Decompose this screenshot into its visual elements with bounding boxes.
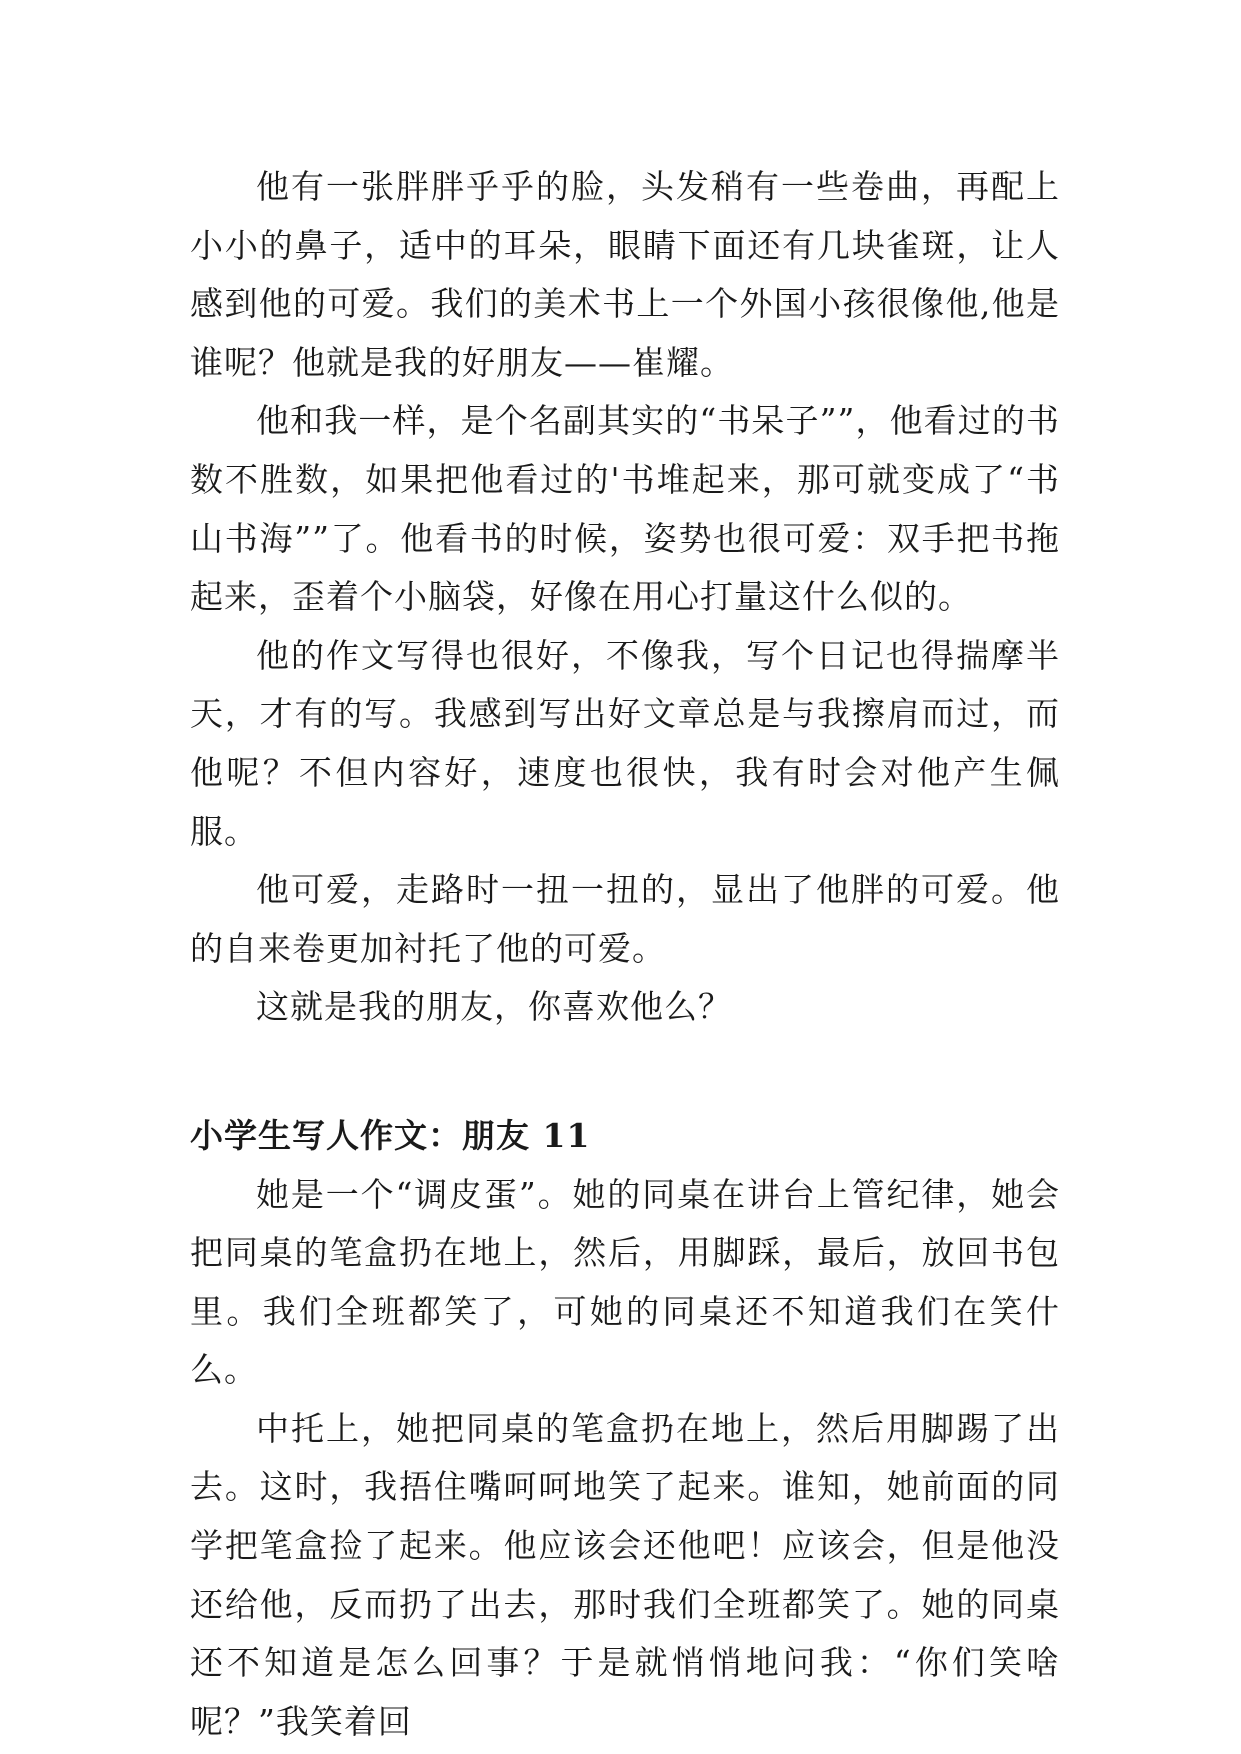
paragraph: 她是一个“调皮蛋”。她的同桌在讲台上管纪律，她会把同桌的笔盒扔在地上，然后，用脚踩，最后，放回书包里。我们全班都笑了，可她的同桌还不知道我们在笑什么。 (190, 1174, 1060, 1390)
paragraph: 中托上，她把同桌的笔盒扔在地上，然后用脚踢了出去。这时，我捂住嘴呵呵地笑了起来。谁知，她前面的同学把笔盒捡了起来。他应该会还他吧！应该会，但是他没还给他，反而扔了出去，那时我们全班都笑了。她的同桌还不知道是怎么回事？于是就悄悄地问我：“你们笑啥呢？”我笑着回 (190, 1408, 1060, 1741)
article-friend-11 (190, 1107, 1060, 1752)
paragraph: 他和我一样，是个名副其实的“书呆子””，他看过的书数不胜数，如果把他看过的'书堆起来，那可就变成了“书山书海””了。他看书的时候，姿势也很可爱：双手把书拖起来，歪着个小脑袋，好像在用心打量这什么似的。 (190, 401, 1060, 617)
paragraph: 他可爱，走路时一扭一扭的，显出了他胖的可爱。他的自来卷更加衬托了他的可爱。 (190, 870, 1060, 968)
paragraph: 他的作文写得也很好，不像我，写个日记也得揣摩半天，才有的写。我感到写出好文章总是与我擦肩而过，而他呢？不但内容好，速度也很快，我有时会对他产生佩服。 (190, 635, 1060, 851)
document-body (190, 158, 1060, 1751)
paragraph: 他有一张胖胖乎乎的脸，头发稍有一些卷曲，再配上小小的鼻子，适中的耳朵，眼睛下面还有几块雀斑，让人感到他的可爱。我们的美术书上一个外国小孩很像他,他是谁呢？他就是我的好朋友——崔耀。 (190, 167, 1060, 382)
article-title: 小学生写人作文：朋友 11 (190, 1115, 591, 1155)
paragraph: 这就是我的朋友，你喜欢他么？ (256, 987, 732, 1027)
section-spacer (190, 1037, 1060, 1107)
article-friend-cui-yao (190, 158, 1060, 1037)
